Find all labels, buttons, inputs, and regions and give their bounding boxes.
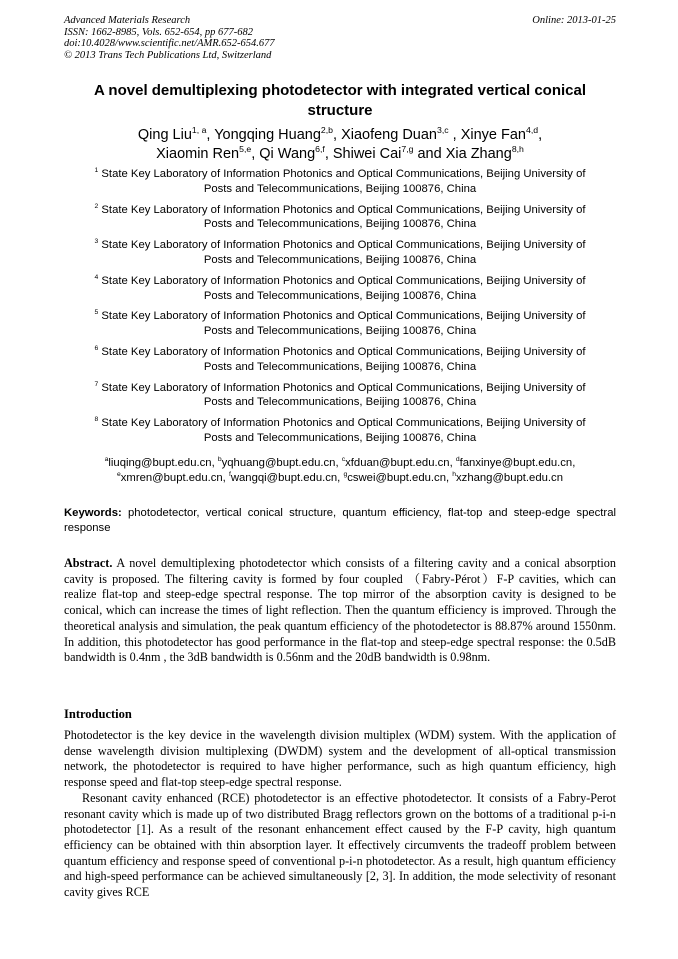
author: Yongqing Huang$^{2,b}$,: [214, 125, 342, 143]
abstract-text: A novel demultiplexing photodetector which consists of a filtering cavity and a conical absorption cavity is proposed. The filtering cavity is formed by four coupled （Fabry-Pérot）F-P cavities, which can realize flat-top and steep-edge spectral response. The top mirror of the absorption cavity is designed to be conical, which can increase the times of light reflection. Then the quantum efficiency is improved. Through the theoretical analysis and simulation, the peak quantum efficiency of the photodetector is 88.87% around 1550nm. In addition, this photodetector has good performance in the flat-top and steep-edge spectral response: the 0.5dB bandwidth is 0.4nm , the 3dB bandwidth is 0.56nm and the 20dB bandwidth is 0.98nm.: [64, 556, 616, 665]
author-line-1: [64, 126, 616, 145]
author-line-2: [64, 145, 616, 164]
online-date: Online: 2013-01-25: [532, 15, 616, 26]
affiliation: $^3$ State Key Laboratory of Information Photonics and Optical Communications, Beijing University of Posts and Telecommunications, Beijing 100876, China: [94, 238, 586, 266]
email-list: [64, 456, 616, 486]
issn-line: ISSN: 1662-8985, Vols. 652-654, pp 677-682: [64, 26, 253, 38]
abstract-block: [64, 556, 616, 666]
keywords-label: Keywords:: [64, 507, 122, 519]
journal-name: Advanced Materials Research: [64, 15, 191, 26]
email-line-2: [64, 471, 616, 486]
author: Xiaofeng Duan$^{3,c}$ ,: [341, 125, 461, 143]
copyright-line: © 2013 Trans Tech Publications Ltd, Switzerland: [64, 49, 272, 61]
author: Xia Zhang$^{8,h}$: [445, 144, 524, 162]
doi-line: doi:10.4028/www.scientific.net/AMR.652-654.677: [64, 38, 275, 50]
email-address[interactable]: $^b$yqhuang@bupt.edu.cn,: [217, 456, 339, 469]
email-address[interactable]: $^f$wangqi@bupt.edu.cn,: [228, 471, 341, 484]
email-line-1: [64, 456, 616, 471]
paper-title: A novel demultiplexing photodetector with integrated vertical conical structure: [93, 82, 587, 119]
affiliation: $^4$ State Key Laboratory of Information Photonics and Optical Communications, Beijing University of Posts and Telecommunications, Beijing 100876, China: [94, 274, 586, 302]
email-address[interactable]: $^h$xzhang@bupt.edu.cn: [452, 471, 563, 484]
email-address[interactable]: $^e$xmren@bupt.edu.cn,: [117, 471, 226, 484]
affiliation: $^1$ State Key Laboratory of Information Photonics and Optical Communications, Beijing University of Posts and Telecommunications, Beijing 100876, China: [94, 167, 586, 195]
author: Qi Wang$^{6,f}$,: [259, 144, 333, 162]
author-list: [64, 126, 616, 164]
author: Shiwei Cai$^{7,g}$ and: [332, 144, 446, 162]
abstract-label: Abstract.: [64, 556, 113, 570]
affiliation: $^7$ State Key Laboratory of Information Photonics and Optical Communications, Beijing University of Posts and Telecommunications, Beijing 100876, China: [94, 380, 586, 409]
affiliation: $^8$ State Key Laboratory of Information Photonics and Optical Communications, Beijing University of Posts and Telecommunications, Beijing 100876, China: [94, 416, 586, 444]
affiliation: $^2$ State Key Laboratory of Information Photonics and Optical Communications, Beijing University of Posts and Telecommunications, Beijing 100876, China: [94, 202, 586, 231]
email-address[interactable]: $^g$cswei@bupt.edu.cn,: [343, 471, 450, 484]
author: Qing Liu$^{1, a}$,: [137, 125, 215, 143]
email-address[interactable]: $^d$fanxinye@bupt.edu.cn,: [455, 456, 576, 469]
paragraph: Resonant cavity enhanced (RCE) photodetector is an effective photodetector. It consists of a Fabry-Perot resonant cavity which is made up of two distributed Bragg reflectors grown on the bottoms of a traditional p-i-n photodetector [1]. As a result of the resonant enhancement effect caused by the F-P cavity, high quantum efficiency can be obtained with thin absorption layer. It effectively circumvents the tradeoff problem between quantum efficiency and response speed of conventional p-i-n photodetector. As a result, high quantum efficiency and high-speed performance can be achieved simultaneously [2, 3]. In addition, the mode selectivity of resonant cavity gives RCE: [64, 790, 616, 900]
affiliation-list: [64, 167, 616, 452]
keywords-text: photodetector, vertical conical structure, quantum efficiency, flat-top and steep-edge spectral response: [64, 507, 616, 534]
affiliation: $^5$ State Key Laboratory of Information Photonics and Optical Communications, Beijing University of Posts and Telecommunications, Beijing 100876, China: [94, 309, 586, 338]
email-address[interactable]: $^a$liuqing@bupt.edu.cn,: [104, 456, 215, 469]
email-address[interactable]: $^c$xfduan@bupt.edu.cn,: [341, 456, 453, 469]
section-heading-introduction: Introduction: [64, 707, 132, 721]
journal-header: [64, 15, 616, 61]
author: Xinye Fan$^{4,d}$,: [460, 125, 543, 143]
paragraph: Photodetector is the key device in the wavelength division multiplex (WDM) system. With the application of dense wavelength division multiplexing (DWDM) system and the development of all-optical transmission network, the photodetector is required to have higher performance, such as high quantum efficiency, high response speed and flat-top steep-edge spectral response.: [64, 728, 616, 790]
keywords-block: [64, 506, 616, 535]
affiliation: $^6$ State Key Laboratory of Information Photonics and Optical Communications, Beijing University of Posts and Telecommunications, Beijing 100876, China: [94, 345, 586, 373]
introduction-body: [64, 728, 616, 901]
author: Xiaomin Ren$^{5,e}$,: [156, 144, 260, 162]
